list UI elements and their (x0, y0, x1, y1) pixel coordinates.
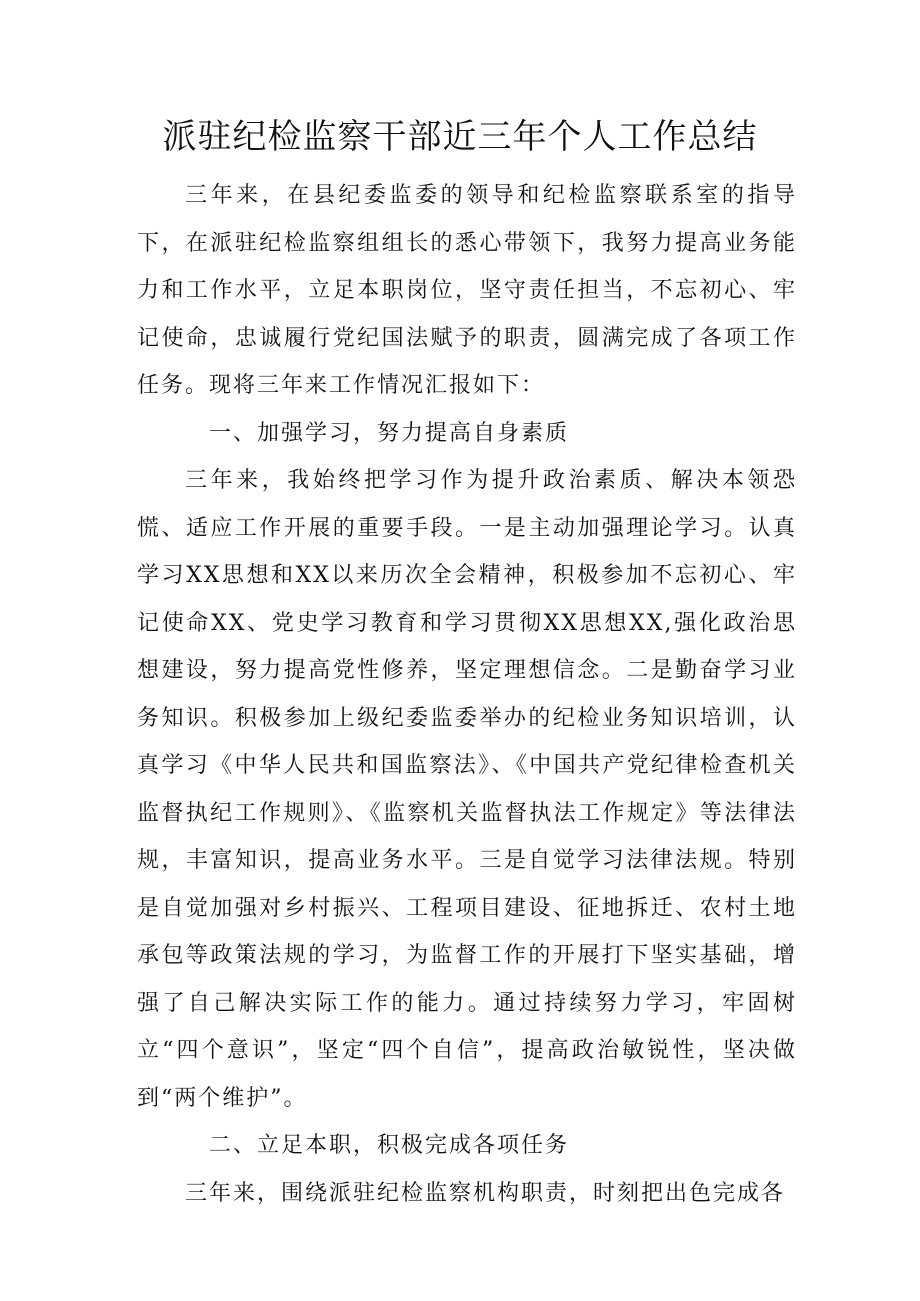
intro-paragraph: 三年来，在县纪委监委的领导和纪检监察联系室的指导下，在派驻纪检监察组组长的悉心带领下，我努力提高业务能力和工作水平，立足本职岗位，坚守责任担当，不忘初心、牢记使命，忠诚履行党纪国法赋予的职责，圆满完成了各项工作任务。现将三年来工作情况汇报如下： (137, 183, 797, 398)
section-1-paragraph: 三年来，我始终把学习作为提升政治素质、解决本领恐慌、适应工作开展的重要手段。一是主动加强理论学习。认真学习XX思想和XX以来历次全会精神，积极参加不忘初心、牢记使命XX、党史学习教育和学习贯彻XX思想XX,强化政治思想建设，努力提高党性修养，坚定理想信念。二是勤奋学习业务知识。积极参加上级纪委监委举办的纪检业务知识培训，认真学习《中华人民共和国监察法》、《中国共产党纪律检查机关监督执纪工作规则》、《监察机关监督执法工作规定》等法律法规，丰富知识，提高业务水平。三是自觉学习法律法规。特别是自觉加强对乡村振兴、工程项目建设、征地拆迁、农村土地承包等政策法规的学习，为监督工作的开展打下坚实基础，增强了自己解决实际工作的能力。通过持续努力学习，牢固树立“四个意识”，坚定“四个自信”，提高政治敏锐性，坚决做到“两个维护”。 (137, 468, 797, 1111)
section-heading-1: 一、加强学习，努力提高自身素质 (209, 420, 570, 446)
document-title: 派驻纪检监察干部近三年个人工作总结 (162, 117, 758, 157)
section-2-paragraph: 三年来，围绕派驻纪检监察机构职责，时刻把出色完成各 (185, 1180, 786, 1206)
document-body (137, 172, 797, 1217)
section-heading-2: 二、立足本职，积极完成各项任务 (209, 1133, 570, 1158)
